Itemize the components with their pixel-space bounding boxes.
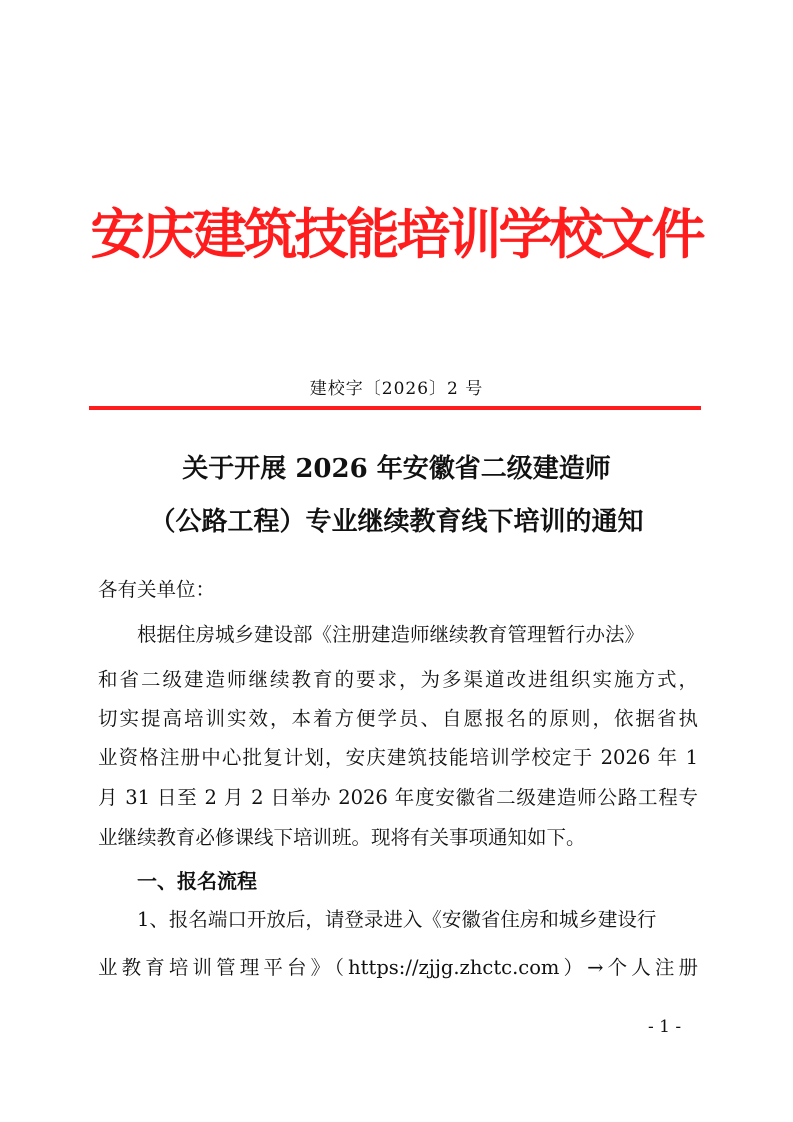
paragraph-1-line: 和省二级建造师继续教育的要求，为多渠道改进组织实施方式，	[98, 668, 698, 691]
notice-title-line-2: （公路工程）专业继续教育线下培训的通知	[149, 507, 644, 537]
paragraph-1-line: 切实提高培训实效，本着方便学员、自愿报名的原则，依据省执	[98, 707, 698, 730]
paragraph-1-line: 业继续教育必修课线下培训班。现将有关事项通知如下。	[98, 826, 586, 849]
document-header-title: 安庆建筑技能培训学校文件	[90, 202, 703, 266]
paragraph-1-line: 业资格注册中心批复计划，安庆建筑技能培训学校定于 2026 年 1	[98, 746, 698, 769]
page-number: - 1 -	[648, 1017, 682, 1037]
salutation: 各有关单位：	[98, 578, 216, 601]
header-divider-red-line	[89, 406, 701, 410]
notice-title-line-1: 关于开展 2026 年安徽省二级建造师	[182, 454, 611, 484]
section-heading-registration-process: 一、报名流程	[137, 869, 257, 893]
paragraph-2-line: 业教育培训管理平台》（https://zjjg.zhctc.com）→个人注册	[98, 956, 698, 979]
paragraph-1-line: 根据住房城乡建设部《注册建造师继续教育管理暂行办法》	[137, 623, 645, 646]
document-number: 建校字〔2026〕2 号	[309, 379, 484, 399]
paragraph-2-line: 1、报名端口开放后，请登录进入《安徽省住房和城乡建设行	[137, 908, 657, 931]
paragraph-1-line: 月 31 日至 2 月 2 日举办 2026 年度安徽省二级建造师公路工程专	[98, 786, 698, 809]
